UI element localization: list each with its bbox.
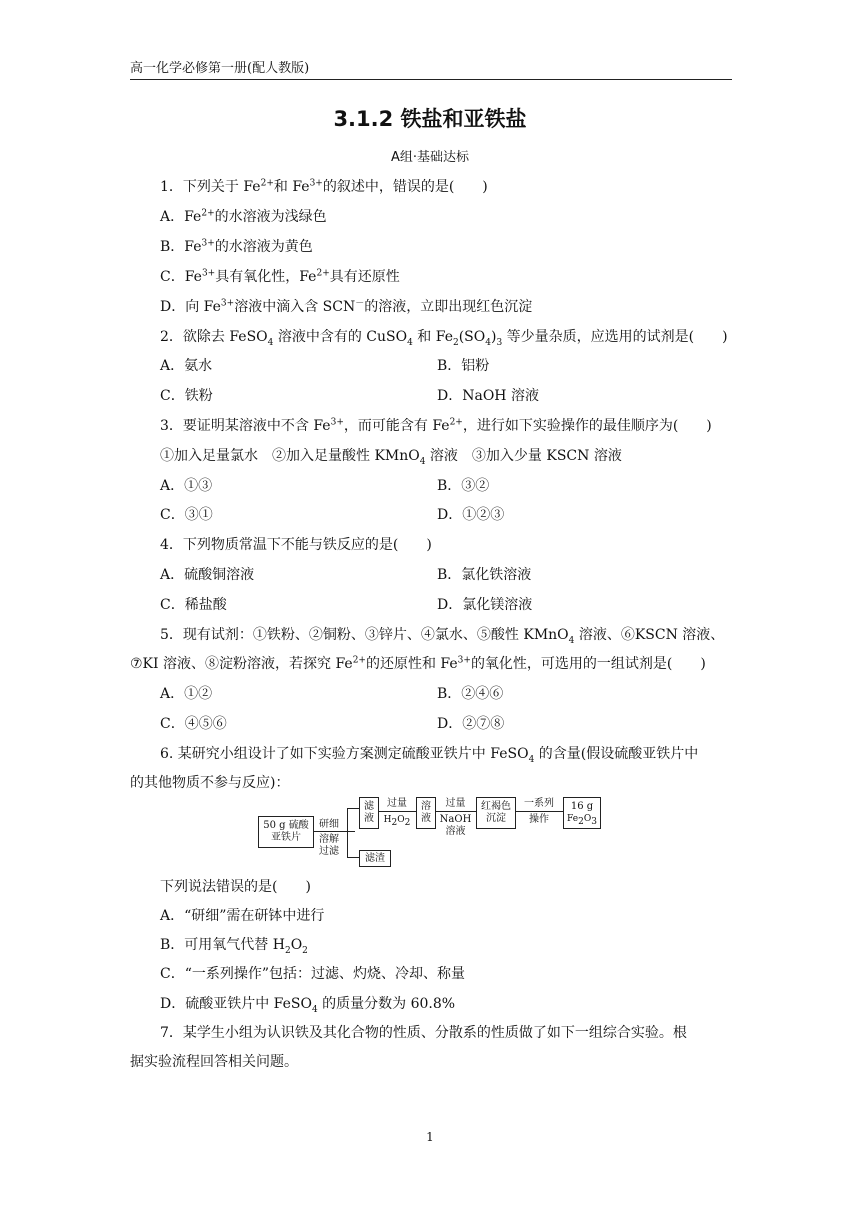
flow-step1-label-top: 研细: [319, 819, 339, 830]
flow-arrow-main: [313, 831, 355, 832]
q6-option-a: A．“研细”需在研钵中进行: [160, 908, 325, 924]
flow-filtrate-box: 滤 液: [359, 797, 379, 829]
q7-stem-line1: 7．某学生小组为认识铁及其化合物的性质、分散系的性质做了如下一组综合实验。根: [160, 1025, 687, 1041]
flow-branch-line: [347, 808, 348, 858]
q4-option-c: C．稀盐酸: [160, 597, 227, 613]
q4-stem: 4．下列物质常温下不能与铁反应的是( ): [160, 537, 432, 553]
flow-arrow-3: [435, 811, 476, 812]
q6-stem-line2: 的其他物质不参与反应)：: [130, 775, 290, 791]
flow-precipitate-box: 红褐色 沉淀: [476, 797, 516, 829]
running-header: 高一化学必修第一册(配人教版): [130, 61, 310, 76]
flow-product-box: 16 g $Fe_2O_3$: [563, 797, 601, 829]
q3-option-d: D．①②③: [437, 507, 505, 523]
flow-step4-label-bottom: 操作: [529, 814, 549, 825]
header-rule: [130, 79, 732, 80]
section-heading: A组·基础达标: [390, 150, 470, 165]
q2-option-d: D．NaOH 溶液: [437, 388, 539, 404]
q1-stem: 1．下列关于 $Fe^{2+}$和 $Fe^{3+}$的叙述中，错误的是( ): [160, 178, 488, 195]
flow-step2-label-bottom: $H_2O_2$: [383, 815, 411, 828]
page-number: 1: [426, 1130, 434, 1144]
flow-residue-box: 滤渣: [359, 850, 391, 867]
flow-step3-label-bottom: NaOH 溶液: [439, 814, 472, 837]
flow-step4-label-top: 一系列: [524, 798, 554, 809]
q2-option-c: C．铁粉: [160, 388, 213, 404]
flow-solution-box: 溶 液: [416, 797, 436, 829]
q1-option-b: B．$Fe^{3+}$的水溶液为黄色: [160, 238, 313, 255]
experiment-flowchart: [258, 795, 608, 867]
flow-arrow-4: [515, 811, 563, 812]
q5-option-d: D．②⑦⑧: [437, 716, 505, 732]
q5-stem-line1: 5．现有试剂：①铁粉、②铜粉、③锌片、④氯水、⑤酸性 KMnO$_4$ 溶液、⑥KSCN 溶液、: [160, 627, 725, 646]
flow-step2-label-top: 过量: [387, 798, 407, 809]
q5-option-c: C．④⑤⑥: [160, 716, 227, 732]
page-title: 3.1.2 铁盐和亚铁盐: [333, 107, 527, 131]
q4-option-d: D．氯化镁溶液: [437, 597, 533, 613]
q2-option-a: A．氨水: [160, 358, 213, 374]
q6-option-c: C．“一系列操作”包括：过滤、灼烧、冷却、称量: [160, 966, 466, 982]
q1-option-a: A．$Fe^{2+}$的水溶液为浅绿色: [160, 208, 327, 225]
flow-step3-label-top: 过量: [445, 798, 466, 809]
q4-option-b: B．氯化铁溶液: [437, 567, 532, 583]
q5-option-a: A．①②: [160, 686, 213, 702]
q4-option-a: A．硫酸铜溶液: [160, 567, 255, 583]
flow-start-box: 50 g 硫酸 亚铁片: [258, 816, 314, 848]
q6-option-b: B．可用氧气代替 $H_2O_2$: [160, 937, 308, 956]
q5-stem-line2: ⑦KI 溶液、⑧淀粉溶液，若探究 $Fe^{2+}$的还原性和 $Fe^{3+}$的氧化性，可选用的一组试剂是( ): [130, 655, 706, 672]
flow-branch-top: [347, 808, 359, 809]
q5-option-b: B．②④⑥: [437, 686, 504, 702]
flow-arrow-2: [378, 811, 416, 812]
q3-option-a: A．①③: [160, 478, 213, 494]
q3-stem: 3．要证明某溶液中不含 $Fe^{3+}$，而可能含有 $Fe^{2+}$，进行如下实验操作的最佳顺序为( ): [160, 417, 712, 434]
flow-step1-label-bottom: 溶解 过滤: [319, 834, 339, 857]
q3-operations: ①加入足量氯水 ②加入足量酸性 KMnO$_4$ 溶液 ③加入少量 KSCN 溶液: [160, 448, 622, 467]
q2-stem: 2．欲除去 FeSO$_4$ 溶液中含有的 CuSO$_4$ 和 $Fe_2(SO_4)_3$ 等少量杂质，应选用的试剂是( ): [160, 329, 728, 348]
q2-option-b: B．铝粉: [437, 358, 490, 374]
flow-branch-bottom: [347, 857, 359, 858]
q1-option-c: C．$Fe^{3+}$具有氧化性，$Fe^{2+}$具有还原性: [160, 268, 400, 285]
q6-stem-line1: 6. 某研究小组设计了如下实验方案测定硫酸亚铁片中 FeSO$_4$ 的含量(假设硫酸亚铁片中: [160, 746, 699, 765]
q3-option-c: C．③①: [160, 507, 213, 523]
q6-ask: 下列说法错误的是( ): [160, 879, 311, 895]
q6-option-d: D．硫酸亚铁片中 FeSO$_4$ 的质量分数为 60.8%: [160, 996, 456, 1015]
q3-option-b: B．③②: [437, 478, 490, 494]
q7-stem-line2: 据实验流程回答相关问题。: [130, 1054, 298, 1070]
q1-option-d: D．向 $Fe^{3+}$溶液中滴入含 SCN－的溶液，立即出现红色沉淀: [160, 298, 533, 315]
